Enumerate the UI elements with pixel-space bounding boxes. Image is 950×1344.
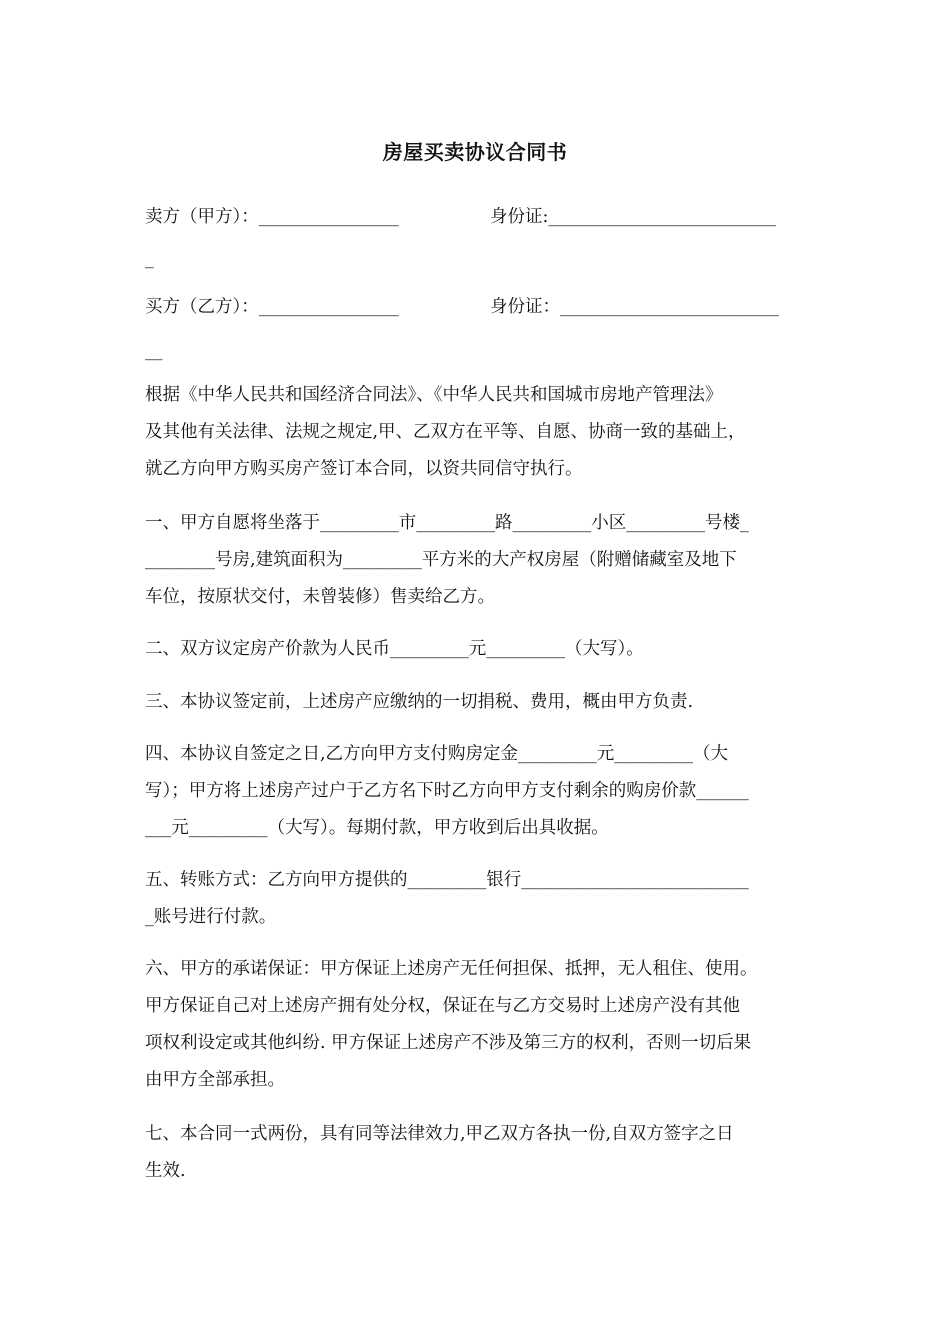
seller-name-blank: ________________ bbox=[258, 207, 399, 227]
document-title: 房屋买卖协议合同书 bbox=[382, 140, 568, 164]
seller-id-blank: __________________________ bbox=[548, 207, 776, 227]
seller-line-tail: _ bbox=[145, 249, 154, 269]
buyer-name-blank: ________________ bbox=[258, 297, 399, 317]
seller-label: 卖方（甲方）： bbox=[145, 207, 259, 227]
clause-5-line: 五、转账方式：乙方向甲方提供的_________银行__________________________ bbox=[145, 870, 749, 890]
clause-1-line: 一、甲方自愿将坐落于_________市_________路_________小区_________号楼_ bbox=[145, 513, 749, 533]
intro-line: 根据《中华人民共和国经济合同法》、《中华人民共和国城市房地产管理法》 bbox=[145, 385, 723, 405]
clause-4-line: 四、本协议自签定之日,乙方向甲方支付购房定金_________元_________（大 bbox=[145, 744, 729, 764]
intro-line: 就乙方向甲方购买房产签订本合同，以资共同信守执行。 bbox=[145, 459, 583, 479]
buyer-id-blank: _________________________ bbox=[560, 297, 779, 317]
clause-6-line: 项权利设定或其他纠纷. 甲方保证上述房产不涉及第三方的权利，否则一切后果 bbox=[145, 1033, 752, 1053]
clause-4-line: 写）；甲方将上述房产过户于乙方名下时乙方向甲方支付剩余的购房价款______ bbox=[145, 781, 749, 801]
intro-line: 及其他有关法律、法规之规定,甲、乙双方在平等、自愿、协商一致的基础上， bbox=[145, 422, 746, 442]
seller-id-line bbox=[490, 204, 776, 230]
clause-5-line: _账号进行付款。 bbox=[145, 907, 277, 927]
clause-7-line: 生效. bbox=[145, 1161, 186, 1181]
clause-3-line: 三、本协议签定前，上述房产应缴纳的一切捐税、费用，概由甲方负责. bbox=[145, 692, 694, 712]
buyer-label: 买方（乙方）： bbox=[145, 297, 259, 317]
clause-6-line: 六、甲方的承诺保证：甲方保证上述房产无任何担保、抵押，无人租住、使用。 bbox=[145, 959, 758, 979]
clause-4-line: ___元_________（大写）。每期付款，甲方收到后出具收据。 bbox=[145, 818, 609, 838]
clause-1-line: ________号房,建筑面积为_________平方米的大产权房屋（附赠储藏室及地下 bbox=[145, 550, 737, 570]
buyer-id-line bbox=[490, 294, 779, 320]
seller-id-label: 身份证: bbox=[490, 207, 549, 227]
clause-1-line: 车位，按原状交付，未曾装修）售卖给乙方。 bbox=[145, 587, 495, 607]
clause-6-line: 甲方保证自己对上述房产拥有处分权，保证在与乙方交易时上述房产没有其他 bbox=[145, 996, 740, 1016]
buyer-id-label: 身份证： bbox=[490, 297, 560, 317]
buyer-line-tail: __ bbox=[145, 341, 163, 361]
clause-6-line: 由甲方全部承担。 bbox=[145, 1070, 285, 1090]
clause-7-line: 七、本合同一式两份，具有同等法律效力,甲乙双方各执一份,自双方签字之日 bbox=[145, 1124, 734, 1144]
clause-2-line: 二、双方议定房产价款为人民币_________元_________（大写）。 bbox=[145, 639, 644, 659]
